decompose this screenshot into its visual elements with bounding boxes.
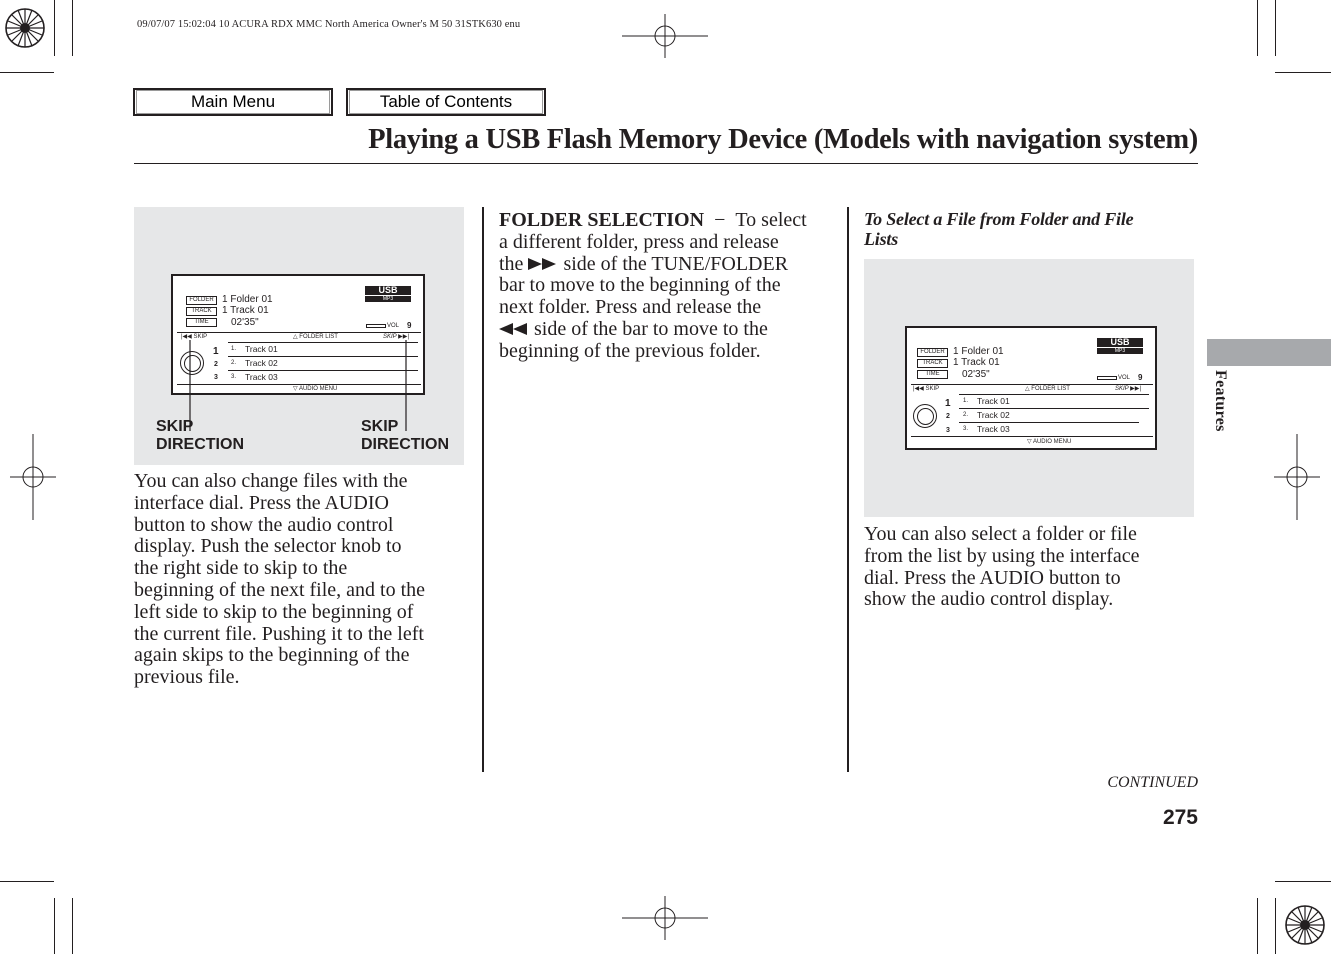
audio-menu-label: ▽ AUDIO MENU [1027,439,1072,445]
list-item: Track 02 [245,358,278,368]
col1-paragraph: You can also change files with the interface dial. Press the AUDIO button to show the audio control display. Push the selector knob to the right side to skip to the beginning of the next file, and to the left side to skip to the beginning of the current file. Pushing it to the left again skips to the beginning of the previous file. [134,470,426,689]
audio-display-screen: FOLDER TRACK TIME 1 Folder 01 1 Track 01 02'35" USB MP3 VOL 9 |◀◀ SKIP △ FOLDER LIST SKIP ▶▶| 1 2 3 1. Track 01 2. Track 02 3. Track 03 ▽ AUDIO MENU [905,326,1157,450]
page-number: 275 [1162,806,1198,829]
table-of-contents-button[interactable]: Table of Contents [346,88,546,116]
time-readout: 02'35" [231,317,259,328]
folder-file-list-figure [864,259,1194,517]
column-divider [482,207,484,772]
column-divider [847,207,849,772]
folder-readout: 1 Folder 01 [953,346,1004,357]
skip-right-label: SKIP ▶▶| [1115,386,1141,392]
section-tab[interactable] [1207,339,1331,366]
volume-bar [1097,376,1117,380]
audio-menu-label: ▽ AUDIO MENU [293,386,338,392]
folder-readout: 1 Folder 01 [222,294,273,305]
usb-badge: USB [1097,338,1143,347]
folder-selection-section: FOLDER SELECTION − To select a different folder, press and release the side of the TUNE/FOLDER bar to move to the beginning of the next folder. Press and release the side of the bar to move to the beginning of the previous folder. [499,209,807,362]
time-readout: 02'35" [962,369,990,380]
title-divider [134,163,1198,164]
skip-direction-callout-right: SKIP DIRECTION [361,418,449,453]
skip-right-label: SKIP ▶▶| [383,334,409,340]
section-tab-label: Features [1212,370,1229,432]
audio-display-screen: FOLDER TRACK TIME 1 Folder 01 1 Track 01 02'35" USB MP3 VOL 9 |◀◀ SKIP △ FOLDER LIST SKIP ▶▶| 1 2 3 1. Track 01 2. Track 02 3. Track 03 ▽ AUDIO MENU [171,274,425,395]
track-readout: 1 Track 01 [222,305,269,316]
list-item: Track 01 [977,396,1010,406]
skip-left-label: |◀◀ SKIP [181,334,208,340]
list-item: Track 03 [245,372,278,382]
folder-list-label: △ FOLDER LIST [293,334,338,340]
list-item: Track 03 [977,424,1010,434]
mp3-badge: MP3 [1097,348,1143,354]
skip-left-label: |◀◀ SKIP [913,386,940,392]
usb-badge: USB [365,286,411,295]
mp3-badge: MP3 [365,296,411,302]
seek-back-icon [499,322,529,336]
list-item: Track 01 [245,344,278,354]
continued-label: CONTINUED [1107,774,1198,791]
folder-list-label: △ FOLDER LIST [1025,386,1070,392]
main-menu-button[interactable]: Main Menu [133,88,333,116]
print-header: 09/07/07 15:02:04 10 ACURA RDX MMC North America Owner's M 50 31STK630 enu [137,19,521,30]
track-readout: 1 Track 01 [953,357,1000,368]
skip-direction-callout-left: SKIP DIRECTION [156,418,244,453]
folder-selection-heading: FOLDER SELECTION [499,209,705,231]
select-file-subheading: To Select a File from Folder and File Lists [864,209,1134,249]
seek-forward-icon [528,257,558,271]
page-title: Playing a USB Flash Memory Device (Models with navigation system) [368,124,1198,155]
selector-knob-icon [913,404,937,428]
col3-paragraph: You can also select a folder or file from the list by using the interface dial. Press the AUDIO button to show the audio control display. [864,523,1140,611]
audio-display-figure [134,207,464,465]
list-item: Track 02 [977,410,1010,420]
